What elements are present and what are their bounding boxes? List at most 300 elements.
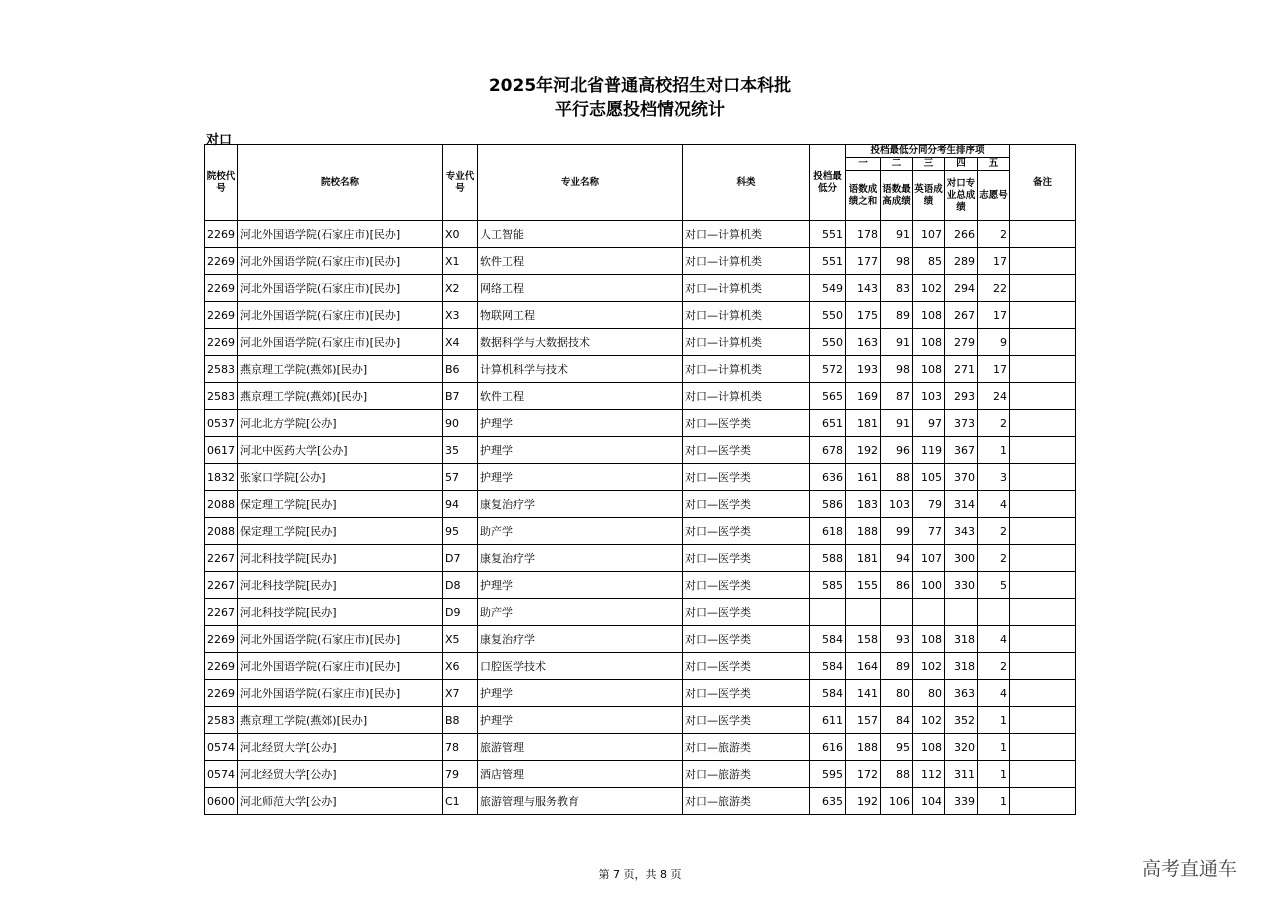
cell-subject: 对口—医学类	[683, 545, 810, 572]
cell-major-code: X6	[443, 653, 478, 680]
cell-major-name: 护理学	[478, 437, 683, 464]
cell-remarks	[1010, 788, 1076, 815]
cell-rank-5: 1	[978, 707, 1010, 734]
cell-rank-1: 183	[846, 491, 881, 518]
cell-subject: 对口—医学类	[683, 464, 810, 491]
cell-min-score: 586	[810, 491, 846, 518]
table-row	[205, 761, 1076, 788]
cell-major-code: X0	[443, 221, 478, 248]
cell-remarks	[1010, 653, 1076, 680]
cell-rank-2: 91	[881, 221, 913, 248]
cell-major-name: 护理学	[478, 410, 683, 437]
cell-rank-1: 192	[846, 788, 881, 815]
cell-school-code: 2267	[205, 572, 238, 599]
cell-min-score: 595	[810, 761, 846, 788]
cell-rank-1: 143	[846, 275, 881, 302]
table-row	[205, 626, 1076, 653]
cell-min-score: 572	[810, 356, 846, 383]
cell-major-name: 酒店管理	[478, 761, 683, 788]
cell-rank-1: 163	[846, 329, 881, 356]
cell-school-name: 河北外国语学院(石家庄市)[民办]	[238, 653, 443, 680]
cell-rank-3: 112	[913, 761, 945, 788]
cell-rank-5: 5	[978, 572, 1010, 599]
header-rank-item-5: 志愿号	[978, 171, 1010, 221]
cell-rank-2: 89	[881, 653, 913, 680]
cell-school-name: 河北经贸大学[公办]	[238, 761, 443, 788]
cell-school-name: 河北科技学院[民办]	[238, 545, 443, 572]
cell-rank-4: 314	[945, 491, 978, 518]
cell-rank-1: 181	[846, 545, 881, 572]
cell-rank-4: 311	[945, 761, 978, 788]
cell-rank-2: 98	[881, 248, 913, 275]
table-row	[205, 545, 1076, 572]
cell-subject: 对口—计算机类	[683, 356, 810, 383]
table-row	[205, 302, 1076, 329]
cell-major-code: 57	[443, 464, 478, 491]
table-row	[205, 491, 1076, 518]
watermark: 高考直通车	[1142, 858, 1238, 880]
cell-rank-4: 271	[945, 356, 978, 383]
cell-school-code: 2088	[205, 518, 238, 545]
cell-major-code: 35	[443, 437, 478, 464]
cell-rank-3: 107	[913, 545, 945, 572]
cell-major-name: 康复治疗学	[478, 491, 683, 518]
table-row	[205, 788, 1076, 815]
cell-school-code: 2269	[205, 302, 238, 329]
cell-min-score: 551	[810, 248, 846, 275]
cell-school-name: 河北中医药大学[公办]	[238, 437, 443, 464]
cell-major-code: X1	[443, 248, 478, 275]
cell-school-code: 2583	[205, 356, 238, 383]
cell-remarks	[1010, 302, 1076, 329]
table-row	[205, 680, 1076, 707]
cell-major-name: 数据科学与大数据技术	[478, 329, 683, 356]
cell-rank-2: 99	[881, 518, 913, 545]
cell-major-name: 旅游管理与服务教育	[478, 788, 683, 815]
cell-rank-1: 178	[846, 221, 881, 248]
cell-rank-3: 102	[913, 275, 945, 302]
cell-min-score: 636	[810, 464, 846, 491]
table-body	[205, 221, 1076, 815]
cell-subject: 对口—医学类	[683, 626, 810, 653]
cell-rank-2: 106	[881, 788, 913, 815]
cell-rank-5: 2	[978, 518, 1010, 545]
table-row	[205, 464, 1076, 491]
cell-rank-5: 4	[978, 626, 1010, 653]
cell-school-code: 2269	[205, 680, 238, 707]
cell-major-code: D7	[443, 545, 478, 572]
header-rank-item-3: 英语成绩	[913, 171, 945, 221]
cell-school-code: 2269	[205, 248, 238, 275]
cell-major-name: 康复治疗学	[478, 626, 683, 653]
cell-rank-3: 102	[913, 653, 945, 680]
cell-rank-4: 363	[945, 680, 978, 707]
cell-rank-5: 24	[978, 383, 1010, 410]
cell-rank-3: 108	[913, 329, 945, 356]
cell-rank-1: 181	[846, 410, 881, 437]
header-rank-5: 五	[978, 158, 1010, 171]
header-major-code: 专业代号	[443, 145, 478, 221]
cell-rank-5: 22	[978, 275, 1010, 302]
cell-rank-5: 2	[978, 653, 1010, 680]
cell-rank-2: 80	[881, 680, 913, 707]
cell-rank-1: 177	[846, 248, 881, 275]
cell-remarks	[1010, 275, 1076, 302]
cell-school-name: 燕京理工学院(燕郊)[民办]	[238, 356, 443, 383]
cell-rank-5: 17	[978, 302, 1010, 329]
cell-rank-3: 104	[913, 788, 945, 815]
cell-rank-3: 108	[913, 356, 945, 383]
cell-rank-1: 175	[846, 302, 881, 329]
table-row	[205, 599, 1076, 626]
header-rank-item-4: 对口专业总成绩	[945, 171, 978, 221]
cell-school-name: 保定理工学院[民办]	[238, 518, 443, 545]
cell-rank-4: 373	[945, 410, 978, 437]
cell-school-code: 1832	[205, 464, 238, 491]
header-tiebreak-group: 投档最低分同分考生排序项	[846, 145, 1010, 158]
cell-school-code: 2267	[205, 599, 238, 626]
table-row	[205, 329, 1076, 356]
cell-school-name: 张家口学院[公办]	[238, 464, 443, 491]
cell-remarks	[1010, 572, 1076, 599]
cell-school-name: 河北外国语学院(石家庄市)[民办]	[238, 680, 443, 707]
cell-rank-3: 100	[913, 572, 945, 599]
cell-min-score: 616	[810, 734, 846, 761]
cell-rank-1: 188	[846, 734, 881, 761]
cell-subject: 对口—计算机类	[683, 383, 810, 410]
cell-rank-1: 161	[846, 464, 881, 491]
cell-subject: 对口—计算机类	[683, 302, 810, 329]
cell-major-name: 软件工程	[478, 248, 683, 275]
cell-rank-2	[881, 599, 913, 626]
cell-rank-2: 83	[881, 275, 913, 302]
cell-rank-2: 96	[881, 437, 913, 464]
cell-rank-4: 367	[945, 437, 978, 464]
cell-school-name: 河北外国语学院(石家庄市)[民办]	[238, 248, 443, 275]
cell-school-code: 0574	[205, 734, 238, 761]
cell-major-code: X4	[443, 329, 478, 356]
section-label: 对口	[206, 133, 233, 148]
cell-school-name: 保定理工学院[民办]	[238, 491, 443, 518]
cell-subject: 对口—计算机类	[683, 221, 810, 248]
cell-major-code: 90	[443, 410, 478, 437]
cell-rank-3: 108	[913, 626, 945, 653]
cell-major-name: 软件工程	[478, 383, 683, 410]
cell-rank-3: 108	[913, 734, 945, 761]
cell-subject: 对口—医学类	[683, 599, 810, 626]
cell-rank-4: 318	[945, 653, 978, 680]
header-rank-2: 二	[881, 158, 913, 171]
cell-rank-1: 164	[846, 653, 881, 680]
cell-rank-5: 1	[978, 437, 1010, 464]
cell-rank-4: 279	[945, 329, 978, 356]
cell-major-code: X7	[443, 680, 478, 707]
cell-min-score: 584	[810, 680, 846, 707]
document-title-line2: 平行志愿投档情况统计	[555, 100, 725, 120]
table-row	[205, 572, 1076, 599]
cell-rank-4: 293	[945, 383, 978, 410]
cell-rank-4: 300	[945, 545, 978, 572]
cell-rank-4: 320	[945, 734, 978, 761]
cell-major-name: 人工智能	[478, 221, 683, 248]
cell-major-name: 护理学	[478, 680, 683, 707]
cell-min-score: 584	[810, 653, 846, 680]
cell-min-score: 588	[810, 545, 846, 572]
header-rank-1: 一	[846, 158, 881, 171]
cell-remarks	[1010, 356, 1076, 383]
cell-remarks	[1010, 329, 1076, 356]
cell-min-score: 585	[810, 572, 846, 599]
cell-rank-2: 88	[881, 761, 913, 788]
cell-rank-4: 330	[945, 572, 978, 599]
cell-school-code: 0617	[205, 437, 238, 464]
header-min-score: 投档最低分	[810, 145, 846, 221]
header-rank-item-1: 语数成绩之和	[846, 171, 881, 221]
cell-rank-1: 192	[846, 437, 881, 464]
cell-rank-4: 339	[945, 788, 978, 815]
cell-subject: 对口—计算机类	[683, 275, 810, 302]
cell-school-name: 河北外国语学院(石家庄市)[民办]	[238, 626, 443, 653]
cell-rank-3: 105	[913, 464, 945, 491]
cell-rank-4: 289	[945, 248, 978, 275]
cell-major-name: 护理学	[478, 572, 683, 599]
cell-subject: 对口—医学类	[683, 707, 810, 734]
cell-rank-4: 294	[945, 275, 978, 302]
cell-school-code: 0600	[205, 788, 238, 815]
cell-major-code: D9	[443, 599, 478, 626]
cell-rank-1: 155	[846, 572, 881, 599]
table-row	[205, 410, 1076, 437]
cell-major-code: 79	[443, 761, 478, 788]
table-row	[205, 653, 1076, 680]
cell-major-name: 护理学	[478, 464, 683, 491]
cell-school-name: 河北科技学院[民办]	[238, 572, 443, 599]
cell-rank-3: 80	[913, 680, 945, 707]
cell-remarks	[1010, 599, 1076, 626]
cell-rank-2: 89	[881, 302, 913, 329]
cell-remarks	[1010, 680, 1076, 707]
cell-rank-1: 172	[846, 761, 881, 788]
cell-school-name: 燕京理工学院(燕郊)[民办]	[238, 383, 443, 410]
cell-major-code: D8	[443, 572, 478, 599]
cell-school-code: 2269	[205, 329, 238, 356]
cell-school-code: 2269	[205, 653, 238, 680]
cell-rank-5: 4	[978, 680, 1010, 707]
cell-rank-5: 1	[978, 761, 1010, 788]
cell-rank-1: 188	[846, 518, 881, 545]
cell-rank-3: 77	[913, 518, 945, 545]
cell-min-score: 651	[810, 410, 846, 437]
cell-rank-3: 108	[913, 302, 945, 329]
cell-min-score: 584	[810, 626, 846, 653]
cell-major-code: 78	[443, 734, 478, 761]
page-footer: 第 7 页，共 8 页	[598, 868, 682, 881]
cell-remarks	[1010, 410, 1076, 437]
cell-school-code: 2269	[205, 626, 238, 653]
cell-school-name: 河北北方学院[公办]	[238, 410, 443, 437]
cell-subject: 对口—旅游类	[683, 734, 810, 761]
cell-subject: 对口—计算机类	[683, 329, 810, 356]
table-row	[205, 383, 1076, 410]
cell-rank-5: 17	[978, 248, 1010, 275]
cell-major-code: C1	[443, 788, 478, 815]
cell-school-code: 2583	[205, 707, 238, 734]
cell-remarks	[1010, 518, 1076, 545]
cell-school-code: 2269	[205, 275, 238, 302]
cell-rank-2: 88	[881, 464, 913, 491]
cell-rank-3: 107	[913, 221, 945, 248]
table-row	[205, 734, 1076, 761]
cell-major-name: 口腔医学技术	[478, 653, 683, 680]
cell-rank-2: 91	[881, 329, 913, 356]
cell-school-code: 0537	[205, 410, 238, 437]
cell-rank-2: 93	[881, 626, 913, 653]
cell-major-name: 助产学	[478, 518, 683, 545]
cell-major-name: 计算机科学与技术	[478, 356, 683, 383]
table-row	[205, 707, 1076, 734]
cell-subject: 对口—医学类	[683, 518, 810, 545]
cell-rank-1: 158	[846, 626, 881, 653]
cell-school-code: 2267	[205, 545, 238, 572]
cell-remarks	[1010, 761, 1076, 788]
cell-rank-3: 103	[913, 383, 945, 410]
cell-remarks	[1010, 491, 1076, 518]
table-row	[205, 275, 1076, 302]
cell-min-score: 635	[810, 788, 846, 815]
cell-school-code: 2583	[205, 383, 238, 410]
cell-major-code: 94	[443, 491, 478, 518]
header-remarks: 备注	[1010, 145, 1076, 221]
cell-rank-3: 102	[913, 707, 945, 734]
cell-rank-5	[978, 599, 1010, 626]
table-row	[205, 221, 1076, 248]
cell-rank-4: 318	[945, 626, 978, 653]
cell-major-code: X5	[443, 626, 478, 653]
header-rank-3: 三	[913, 158, 945, 171]
cell-school-name: 河北外国语学院(石家庄市)[民办]	[238, 221, 443, 248]
cell-min-score: 678	[810, 437, 846, 464]
cell-remarks	[1010, 626, 1076, 653]
cell-subject: 对口—医学类	[683, 437, 810, 464]
cell-rank-5: 3	[978, 464, 1010, 491]
cell-school-name: 河北科技学院[民办]	[238, 599, 443, 626]
cell-rank-1: 169	[846, 383, 881, 410]
cell-major-code: B6	[443, 356, 478, 383]
cell-rank-3: 79	[913, 491, 945, 518]
cell-major-name: 康复治疗学	[478, 545, 683, 572]
cell-rank-5: 4	[978, 491, 1010, 518]
cell-rank-2: 86	[881, 572, 913, 599]
cell-subject: 对口—医学类	[683, 680, 810, 707]
table-row	[205, 518, 1076, 545]
cell-rank-4: 343	[945, 518, 978, 545]
header-rank-item-2: 语数最高成绩	[881, 171, 913, 221]
cell-remarks	[1010, 221, 1076, 248]
header-school-code: 院校代号	[205, 145, 238, 221]
cell-rank-4: 370	[945, 464, 978, 491]
cell-school-name: 河北经贸大学[公办]	[238, 734, 443, 761]
cell-rank-3: 119	[913, 437, 945, 464]
cell-remarks	[1010, 545, 1076, 572]
cell-school-name: 燕京理工学院(燕郊)[民办]	[238, 707, 443, 734]
cell-major-code: B7	[443, 383, 478, 410]
cell-rank-4: 352	[945, 707, 978, 734]
cell-rank-1: 193	[846, 356, 881, 383]
cell-major-code: X3	[443, 302, 478, 329]
table-header	[205, 145, 1076, 221]
cell-rank-5: 2	[978, 545, 1010, 572]
cell-major-name: 物联网工程	[478, 302, 683, 329]
cell-major-name: 护理学	[478, 707, 683, 734]
cell-subject: 对口—旅游类	[683, 788, 810, 815]
cell-school-code: 2269	[205, 221, 238, 248]
cell-major-name: 网络工程	[478, 275, 683, 302]
cell-rank-2: 98	[881, 356, 913, 383]
cell-rank-3	[913, 599, 945, 626]
header-rank-4: 四	[945, 158, 978, 171]
cell-min-score: 565	[810, 383, 846, 410]
cell-major-name: 旅游管理	[478, 734, 683, 761]
cell-min-score: 550	[810, 329, 846, 356]
header-major-name: 专业名称	[478, 145, 683, 221]
cell-remarks	[1010, 383, 1076, 410]
cell-rank-5: 9	[978, 329, 1010, 356]
cell-rank-2: 94	[881, 545, 913, 572]
cell-rank-3: 85	[913, 248, 945, 275]
cell-min-score: 551	[810, 221, 846, 248]
cell-school-code: 2088	[205, 491, 238, 518]
cell-remarks	[1010, 437, 1076, 464]
cell-rank-4: 267	[945, 302, 978, 329]
cell-subject: 对口—医学类	[683, 410, 810, 437]
cell-subject: 对口—计算机类	[683, 248, 810, 275]
cell-school-name: 河北外国语学院(石家庄市)[民办]	[238, 329, 443, 356]
cell-rank-5: 2	[978, 410, 1010, 437]
cell-subject: 对口—旅游类	[683, 761, 810, 788]
cell-rank-1: 141	[846, 680, 881, 707]
cell-min-score	[810, 599, 846, 626]
cell-major-name: 助产学	[478, 599, 683, 626]
cell-rank-2: 87	[881, 383, 913, 410]
cell-school-name: 河北师范大学[公办]	[238, 788, 443, 815]
cell-remarks	[1010, 734, 1076, 761]
table-row	[205, 437, 1076, 464]
cell-rank-1: 157	[846, 707, 881, 734]
cell-min-score: 549	[810, 275, 846, 302]
cell-rank-4: 266	[945, 221, 978, 248]
cell-min-score: 550	[810, 302, 846, 329]
cell-rank-1	[846, 599, 881, 626]
cell-min-score: 618	[810, 518, 846, 545]
cell-remarks	[1010, 464, 1076, 491]
cell-subject: 对口—医学类	[683, 572, 810, 599]
cell-remarks	[1010, 707, 1076, 734]
admission-table	[204, 144, 1076, 815]
cell-rank-5: 1	[978, 734, 1010, 761]
cell-major-code: 95	[443, 518, 478, 545]
document-title-line1: 2025年河北省普通高校招生对口本科批	[488, 76, 792, 96]
cell-subject: 对口—医学类	[683, 653, 810, 680]
cell-rank-5: 2	[978, 221, 1010, 248]
cell-rank-4	[945, 599, 978, 626]
table-row	[205, 248, 1076, 275]
cell-remarks	[1010, 248, 1076, 275]
cell-rank-2: 95	[881, 734, 913, 761]
cell-min-score: 611	[810, 707, 846, 734]
cell-school-name: 河北外国语学院(石家庄市)[民办]	[238, 275, 443, 302]
cell-rank-5: 17	[978, 356, 1010, 383]
header-subject: 科类	[683, 145, 810, 221]
